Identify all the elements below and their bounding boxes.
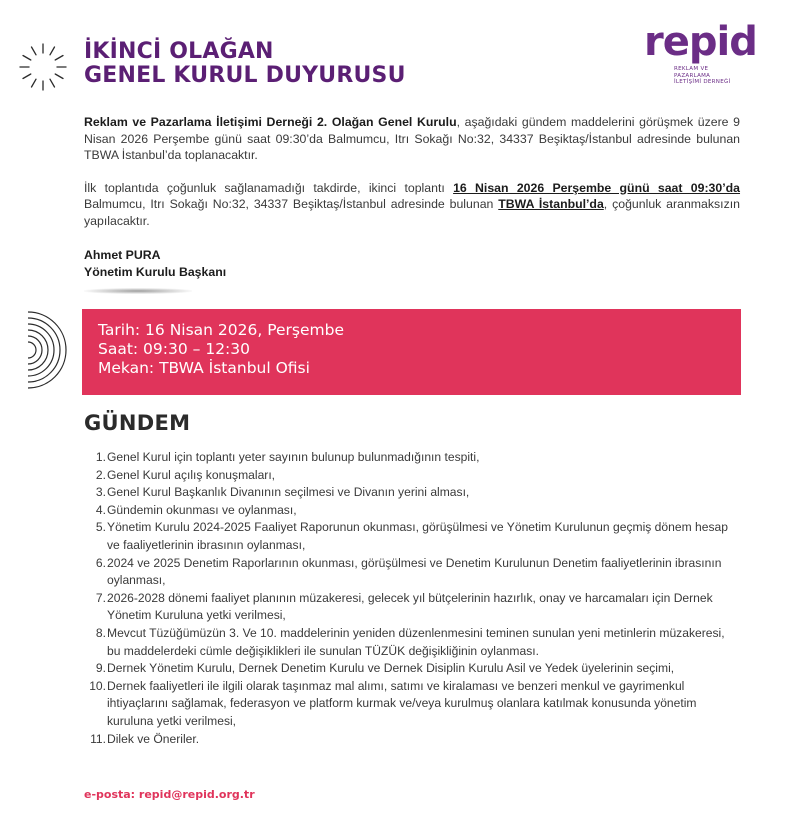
agenda-item-text: Gündemin okunması ve oylanması, — [107, 502, 297, 517]
agenda-item-text: Genel Kurul Başkanlık Divanının seçilmesi ve Divanın yerini alması, — [107, 485, 470, 500]
second-meeting-date: 16 Nisan 2026 Perşembe günü saat 09:30’da — [453, 180, 741, 195]
title-line-1: İKİNCİ OLAĞAN — [84, 39, 274, 64]
second-meeting-intro: İlk toplantıda çoğunluk sağlanamadığı takdirde, ikinci toplantı — [84, 180, 454, 195]
agenda-item-number: 1. — [95, 450, 106, 464]
agenda-item — [84, 484, 740, 502]
agenda-item — [84, 678, 740, 731]
agenda-item-text: Yönetim Kurulu 2024-2025 Faaliyet Raporunun okunması, görüşülmesi ve Yönetim Kurulunun geçmiş dönem hesap ve faaliyetlerinin ibrasının oylanması, — [107, 520, 728, 552]
logo-subtitle-line-1: REKLAM VE — [674, 66, 709, 72]
signer-name: Ahmet PURA — [84, 248, 161, 262]
concentric-arcs-decoration-icon — [24, 308, 74, 392]
agenda-item-text: Dernek Yönetim Kurulu, Dernek Denetim Kurulu ve Dernek Disiplin Kurulu Asil ve Yedek üyelerinin seçimi, — [107, 661, 675, 676]
agenda-item-text: Genel Kurul açılış konuşmaları, — [107, 467, 276, 482]
agenda-item-text: Mevcut Tüzüğümüzün 3. Ve 10. maddelerinin yeniden düzenlenmesini teminen sunulan yeni metinlerin müzakeresi, bu maddelerdeki cümle değişiklikleri ile sunulan TÜZÜK değişikliğinin oylanması. — [107, 625, 725, 658]
meeting-date: Tarih: 16 Nisan 2026, Perşembe — [98, 321, 345, 339]
meeting-place: Mekan: TBWA İstanbul Ofisi — [98, 359, 310, 377]
agenda-item-text: 2024 ve 2025 Denetim Raporlarının okunması, görüşülmesi ve Denetim Kurulunun Denetim faaliyetlerinin ibrasının oylanması, — [107, 555, 722, 588]
sunburst-decoration-icon — [18, 42, 68, 92]
agenda-item — [84, 625, 740, 660]
agenda-item-number: 2. — [95, 467, 106, 482]
signature-block — [84, 247, 226, 280]
agenda-item — [84, 519, 740, 554]
agenda-item-text: 2026-2028 dönemi faaliyet planının müzakeresi, gelecek yıl bütçelerinin hazırlık, onay ve harcamaları için Dernek Yönetim Kuruluna yetki verilmesi, — [107, 590, 713, 623]
agenda-item — [84, 467, 740, 485]
agenda-item — [84, 502, 740, 520]
agenda-item-text: Dilek ve Öneriler. — [107, 731, 200, 746]
agenda-item-number: 11. — [90, 731, 106, 746]
agenda-item-text: Genel Kurul için toplantı yeter sayının bulunup bulunmadığının tespiti, — [107, 450, 480, 464]
title-line-2: GENEL KURUL DUYURUSU — [84, 63, 406, 88]
second-meeting-end: , çoğunluk aranmaksızın yapılacaktır. — [84, 197, 740, 228]
agenda-item-number: 10. — [89, 678, 106, 693]
announcement-paragraph-1 — [84, 114, 740, 164]
logo-subtitle — [674, 66, 754, 86]
agenda-heading: GÜNDEM — [84, 411, 191, 435]
second-meeting-address: Balmumcu, Itrı Sokağı No:32, 34337 Beşiktaş/İstanbul adresinde bulunan — [84, 197, 499, 211]
agenda-item — [84, 731, 740, 749]
agenda-item — [84, 555, 740, 590]
agenda-item-number: 9. — [95, 661, 106, 676]
logo-subtitle-line-2: PAZARLAMA — [674, 72, 711, 79]
announcement-text — [84, 114, 740, 245]
first-meeting-details: , aşağıdaki gündem maddelerini görüşmek üzere 9 Nisan 2026 Perşembe günü saat 09:30’da Balmumcu, Itrı Sokağı No:32, 34337 Beşiktaş/İstanbul adresinde bulunan TBWA İstanbul’da toplanacaktır. — [84, 115, 740, 162]
association-name: Reklam ve Pazarlama İletişimi Derneği 2. Olağan Genel Kurulu — [84, 115, 457, 129]
agenda-item — [84, 449, 740, 467]
signer-role: Yönetim Kurulu Başkanı — [84, 264, 227, 279]
logo-subtitle-line-3: İLETİŞİMİ DERNEĞİ — [674, 79, 731, 85]
repid-logo — [644, 19, 757, 86]
agenda-item — [84, 660, 740, 678]
agenda-item-number: 4. — [95, 502, 106, 517]
contact-email[interactable]: e-posta: repid@repid.org.tr — [84, 788, 255, 801]
second-meeting-venue: TBWA İstanbul’da — [498, 197, 604, 211]
agenda-item — [84, 590, 740, 625]
agenda-item-number: 5. — [95, 520, 106, 535]
logo-wordmark: repid — [644, 19, 757, 65]
meeting-info-box — [82, 309, 741, 395]
agenda-item-number: 3. — [95, 485, 106, 500]
agenda-item-number: 6. — [95, 555, 106, 570]
agenda-item-text: Dernek faaliyetleri ile ilgili olarak taşınmaz mal alımı, satımı ve kiralaması ve benzeri menkul ve gayrimenkul ihtiyaçlarını sağlamak, federasyon ve platform kurmak ve/veya kurulmuş olanlara katılmak konusunda yönetim kuruluna yetki verilmesi, — [107, 678, 697, 728]
page-title — [84, 40, 406, 88]
signature-divider — [84, 288, 192, 294]
meeting-time: Saat: 09:30 – 12:30 — [98, 340, 251, 358]
agenda-item-number: 7. — [95, 590, 106, 605]
agenda-list — [84, 449, 740, 748]
agenda-item-number: 8. — [95, 625, 106, 640]
announcement-paragraph-2 — [84, 180, 740, 230]
